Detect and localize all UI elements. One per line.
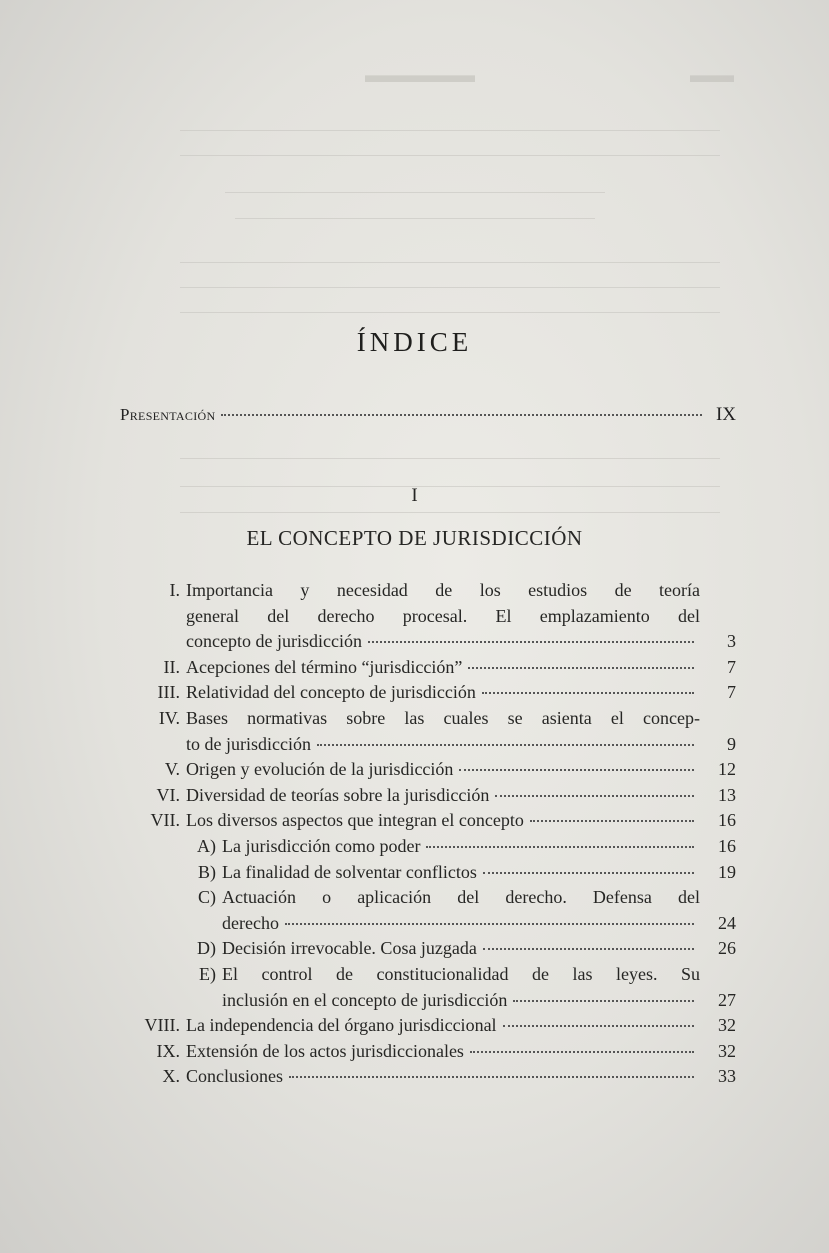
toc-entry-text: Diversidad de teorías sobre la jurisdicción: [186, 784, 490, 805]
chapter-title: EL CONCEPTO DE JURISDICCIÓN: [246, 526, 583, 550]
toc-entry-page: 33: [718, 1066, 736, 1087]
toc-entry-text: Extensión de los actos jurisdiccionales: [186, 1040, 464, 1061]
toc-entry-text: Relatividad del concepto de jurisdicción: [186, 682, 476, 703]
toc-entry-number: E): [199, 963, 216, 984]
toc-entry-text: to de jurisdicción: [186, 733, 311, 754]
toc-entry-line: [186, 680, 736, 706]
toc-entry-number: III.: [157, 682, 180, 703]
toc-entry-number: VII.: [150, 810, 180, 831]
toc-entry-text: La finalidad de solventar conflictos: [222, 861, 477, 882]
toc-entry-page: 26: [718, 938, 736, 959]
page-title: ÍNDICE: [356, 327, 473, 357]
bleed-through-line: [180, 287, 720, 288]
toc-entry-line: [222, 936, 736, 962]
dot-leader: [221, 414, 702, 416]
toc-entry-line: [186, 732, 736, 758]
dot-leader: [530, 820, 694, 822]
toc-entry-page: 9: [727, 733, 736, 754]
toc-entry-text: derecho: [222, 912, 279, 933]
toc-entry-number: V.: [164, 759, 180, 780]
dot-leader: [483, 948, 694, 950]
toc-entry-number: II.: [163, 656, 180, 677]
bleed-through-line: [180, 130, 720, 131]
dot-leader: [317, 744, 694, 746]
toc-entry-line: [222, 962, 736, 988]
toc-entry-page: 3: [727, 631, 736, 652]
toc-entry-text: La jurisdicción como poder: [222, 835, 421, 856]
bleed-through-header: ▬▬▬▬▬: [365, 62, 475, 87]
dot-leader: [495, 795, 694, 797]
toc-entry: [120, 1039, 736, 1065]
toc-entry-text: Decisión irrevocable. Cosa juzgada: [222, 938, 477, 959]
toc-entry-text: inclusión en el concepto de jurisdicción: [222, 989, 508, 1010]
toc-entry-text: La independencia del órgano jurisdiccional: [186, 1015, 497, 1036]
toc-entry-line: [222, 834, 736, 860]
dot-leader: [459, 769, 694, 771]
toc-entry-page: 32: [718, 1040, 736, 1061]
toc-entry-body: [222, 860, 736, 886]
toc-entry-page: 12: [718, 759, 736, 780]
toc-entry-page: 13: [718, 784, 736, 805]
dot-leader: [482, 692, 694, 694]
toc-entry-page: 27: [718, 989, 736, 1010]
toc-entry-body: [186, 680, 736, 706]
toc-entry-body: [186, 757, 736, 783]
toc-entry-page: 7: [727, 682, 736, 703]
toc-entry-body: [222, 962, 736, 1013]
table-of-contents: [120, 578, 736, 1090]
toc-entry-number: A): [197, 835, 216, 856]
bleed-through-line: [225, 192, 605, 193]
toc-entry-body: [186, 783, 736, 809]
toc-entry-body: [186, 706, 736, 757]
toc-entry-body: [186, 1039, 736, 1065]
toc-entry-line: [186, 578, 736, 604]
dot-leader: [285, 923, 694, 925]
toc-entry-body: [186, 655, 736, 681]
bleed-through-line: [180, 155, 720, 156]
bleed-through-line: [180, 458, 720, 459]
toc-entry-line: [186, 808, 736, 834]
presentation-page: IX: [715, 404, 736, 425]
presentation-label: Presentación: [120, 405, 216, 424]
toc-entry-body: [222, 936, 736, 962]
chapter-number: I: [411, 485, 418, 506]
dot-leader: [426, 846, 694, 848]
toc-entry-text: concepto de jurisdicción: [186, 631, 362, 652]
toc-entry-line: [186, 783, 736, 809]
bleed-through-folio: ▬▬: [690, 62, 734, 87]
toc-entry: [120, 578, 736, 655]
toc-entry-page: 16: [718, 835, 736, 856]
toc-entry-line: [186, 1064, 736, 1090]
toc-entry: [120, 885, 736, 936]
toc-entry-line: [222, 885, 736, 911]
toc-entry-text: Importancia y necesidad de los estudios de teoría: [186, 580, 700, 600]
dot-leader: [470, 1051, 694, 1053]
toc-entry-number: IX.: [156, 1040, 180, 1061]
toc-entry: [120, 783, 736, 809]
toc-entry-page: 32: [718, 1015, 736, 1036]
toc-entry-body: [186, 808, 736, 834]
dot-leader: [368, 641, 694, 643]
toc-entry-number: B): [198, 861, 216, 882]
toc-entry: [120, 655, 736, 681]
toc-entry: [120, 680, 736, 706]
toc-entry-number: D): [197, 938, 216, 959]
toc-entry-text: general del derecho procesal. El emplazamiento del: [186, 605, 700, 626]
bleed-through-line: [180, 512, 720, 513]
toc-entry-line: [186, 604, 736, 630]
toc-entry: [120, 808, 736, 834]
toc-entry-body: [186, 1064, 736, 1090]
toc-entry-text: El control de constitucionalidad de las leyes. Su: [222, 963, 700, 984]
toc-entry-text: Actuación o aplicación del derecho. Defensa del: [222, 887, 700, 908]
bleed-through-line: [235, 218, 595, 219]
toc-entry-line: [186, 706, 736, 732]
toc-entry: [120, 706, 736, 757]
toc-entry-line: [222, 988, 736, 1014]
toc-entry-text: Conclusiones: [186, 1066, 283, 1087]
toc-entry-number: I.: [169, 580, 180, 600]
toc-entry: [120, 962, 736, 1013]
toc-entry: [120, 1064, 736, 1090]
toc-entry-page: 19: [718, 861, 736, 882]
toc-entry-body: [222, 834, 736, 860]
bleed-through-line: [180, 262, 720, 263]
toc-entry-line: [186, 1039, 736, 1065]
toc-entry-body: [186, 578, 736, 655]
toc-entry: [120, 834, 736, 860]
toc-entry-line: [186, 757, 736, 783]
toc-entry-page: 16: [718, 810, 736, 831]
toc-entry-line: [186, 655, 736, 681]
dot-leader: [483, 872, 694, 874]
dot-leader: [289, 1076, 694, 1078]
presentation-entry: [120, 404, 736, 426]
toc-entry: [120, 860, 736, 886]
toc-entry-line: [186, 629, 736, 655]
toc-entry-text: Acepciones del término “jurisdicción”: [186, 656, 463, 677]
bleed-through-line: [180, 312, 720, 313]
toc-entry-text: Los diversos aspectos que integran el concepto: [186, 810, 524, 831]
toc-entry-number: X.: [162, 1066, 180, 1087]
toc-entry-body: [186, 1013, 736, 1039]
dot-leader: [513, 1000, 694, 1002]
toc-entry: [120, 757, 736, 783]
toc-entry-line: [186, 1013, 736, 1039]
toc-entry-number: IV.: [158, 707, 180, 728]
toc-entry-text: Bases normativas sobre las cuales se asienta el concep-: [186, 707, 700, 728]
toc-entry: [120, 936, 736, 962]
toc-entry-text: Origen y evolución de la jurisdicción: [186, 759, 454, 780]
toc-entry: [120, 1013, 736, 1039]
toc-entry-line: [222, 911, 736, 937]
dot-leader: [468, 667, 694, 669]
toc-entry-number: VI.: [156, 784, 180, 805]
toc-entry-number: VIII.: [144, 1015, 180, 1036]
toc-entry-line: [222, 860, 736, 886]
toc-entry-page: 24: [718, 912, 736, 933]
dot-leader: [503, 1025, 694, 1027]
toc-entry-body: [222, 885, 736, 936]
toc-entry-page: 7: [727, 656, 736, 677]
toc-entry-number: C): [198, 887, 216, 908]
